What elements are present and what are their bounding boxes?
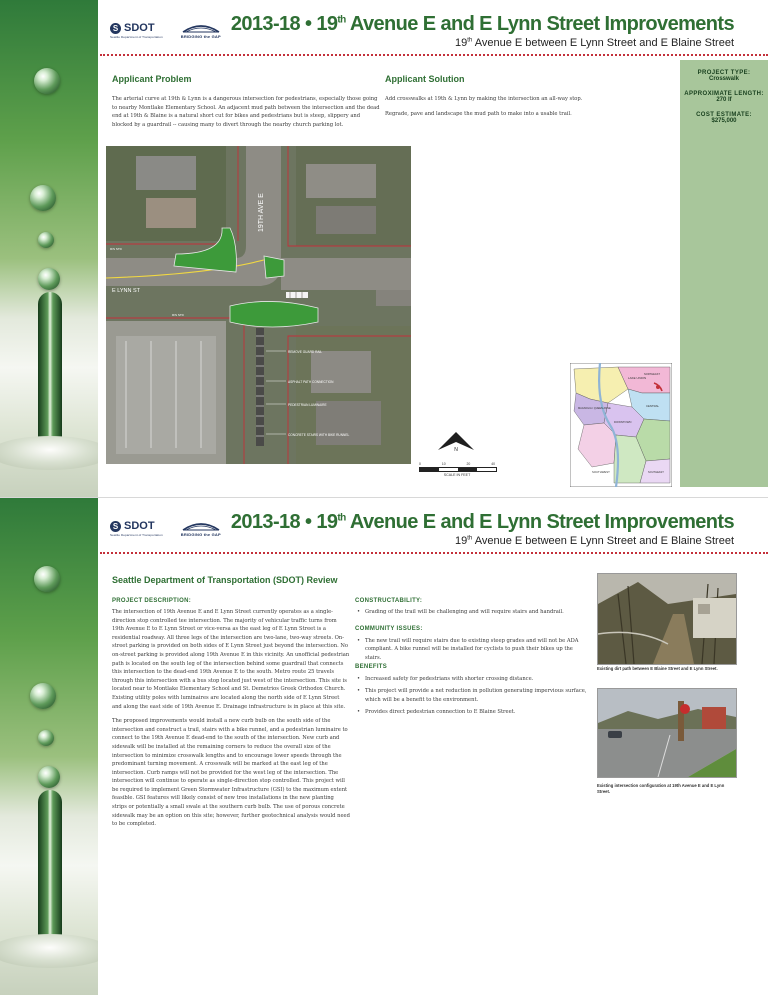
water-splash [0,934,98,968]
svg-text:SOUTHWEST: SOUTHWEST [592,470,610,474]
constructability-list [355,608,587,620]
logo-group [110,520,221,537]
logo-group [110,22,221,39]
dirt-path-caption: Existing dirt path between E Blaine Street and E Lynn Street. [597,666,718,671]
water-column [38,790,62,940]
bridge-icon [182,23,220,33]
svg-text:NORTHEAST: NORTHEAST [644,373,660,376]
water-drop [38,232,54,248]
header-divider [100,552,768,554]
document-title: 2013-18 • 19th Avenue E and E Lynn Street Improvements [230,511,734,533]
water-drop-photo-strip [0,0,98,497]
water-drop [34,68,60,94]
neighborhood-locator-map [570,363,672,487]
water-drop [34,566,60,592]
benefits-list [355,675,587,720]
approximate-length-value: 270 lf [716,97,732,103]
callout-pedestrian-luminaire: PEDESTRIAN LUMINAIRE [288,403,327,407]
applicant-solution-heading: Applicant Solution [385,74,465,84]
street-label-19th-ave: 19TH AVE E [258,193,265,232]
intersection-caption: Existing intersection configuration at 19th Avenue E and E Lynn Street. [597,783,725,794]
site-plan-drawing [106,146,411,464]
benefits-heading: BENEFITS [355,664,388,670]
callout-remove-guard-rail: REMOVE GUARD RAIL [288,350,323,354]
project-type-value: Crosswalk [708,76,739,82]
sdot-review-heading: Seattle Department of Transportation (SDOT) Review [112,575,338,585]
list-item: • Grading of the trail will be challenging and will require stairs and handrail. [355,608,587,616]
north-arrow-icon [436,428,476,454]
cost-estimate-label: COST ESTIMATE: [696,112,752,118]
sdot-emblem-icon: S [110,23,121,34]
svg-text:SOUTHEAST: SOUTHEAST [648,471,664,474]
water-splash [0,436,98,470]
street-label-rs-std-1: R/S STD [110,247,122,251]
project-description-heading: PROJECT DESCRIPTION: [112,598,192,604]
document-subtitle: 19th Avenue E between E Lynn Street and E Blaine Street [455,37,734,49]
water-drop [38,730,54,746]
svg-text:N: N [454,447,458,453]
community-issues-list [355,637,587,666]
svg-text:CENTRAL: CENTRAL [646,404,660,408]
water-drop-photo-strip [0,498,98,995]
poster-page-2 [0,497,768,995]
applicant-solution-text: Add crosswalks at 19th & Lynn by making the intersection an all-way stop. Regrade, pave and landscape the mud path to make into a usable trail. [385,96,583,117]
water-drop [30,683,56,709]
water-column [38,292,62,442]
existing-dirt-path-photo [597,573,737,665]
sdot-logo: S SDOT Seattle Department of Transportation [110,520,163,537]
header-divider [100,54,768,56]
street-label-rs-std-2: R/S STD [172,313,184,317]
list-item: • Provides direct pedestrian connection to E Blaine Street. [355,708,587,716]
list-item: • This project will provide a net reduction in pollution generating impervious surface, which will be a benefit to the environment. [355,687,587,704]
constructability-heading: CONSTRUCTABILITY: [355,598,423,604]
locator-map-drawing [570,363,672,487]
community-issues-heading: COMMUNITY ISSUES: [355,626,423,632]
project-description-text: The intersection of 19th Avenue E and E Lynn Street currently operates as a single-direction stop controlled tee intersection. The majority of vehicular traffic turns from 19th Avenue E to E Lynn Street or vice-versa as the east leg of E Lynn Street is a residential roadway. All three legs of the intersection are two-lane, two-way streets. On-street parking is provided on both sides of E Lynn Street just beyond the intersection. No on-street parking is provided along 19th Avenue E in this vicinity. An unofficial pedestrian path is located on the south leg of the intersection behind some guardrail that connects this intersection to the dead-end 19th Avenue E to the south. Metro route 25 travels through this intersection with a bus stop located just west of the intersection. This site is located near to Montlake Elementary School and St. Demetrios Greek Orthodox Church. Existing utility poles with luminaires are located along the north side of E Lynn Street and along the east side of 19th Avenue E. Drainage infrastructure is in place at this site. The proposed improvements would install a new curb bulb on the south side of the intersection and construct a trail, stairs with a bike runnel, and a pedestrian luminaire to connect to the 19th Avenue E dead-end to the south of the intersection. New curb and sidewalk will be installed at the remaining corners to reduce the overall size of the intersection to minimize crosswalk lengths and to encourage lower speeds through the predominant turning movement. A crosswalk will be marked at the east leg of the intersection. Curb ramps will not be provided for the west leg of the intersection. The intersection will continue to operate as single-direction stop controlled. This project will be required to implement Green Stormwater Infrastructure (GSI) to the maximum extent feasible. GSI features will likely consist of new tree installations in the new planting strips or potentially a small swale at the southern curb bulb. The use of porous concrete sidewalk may be an option on this site; however, further geotechnical analysis would need to be completed. [112,609,350,828]
callout-asphalt-path: ASPHALT PATH CONNECTION [288,380,334,384]
approximate-length-label: APPROXIMATE LENGTH: [684,91,764,97]
list-item: • The new trail will require stairs due to existing steep grades and will not be ADA compliant. A bike runnel will be installed for cyclists to push their bikes up the stairs. [355,637,587,662]
applicant-problem-text: The arterial curve at 19th & Lynn is a dangerous intersection for pedestrians, especially those going to nearby Montlake Elementary School. An adjacent mud path between the intersection and the dead end at 19th & Blaine is a natural short cut for bikes and pedestrians but is steep, slippery and blocked by a guardrail -- causing many to divert through the nearby church parking lot. [112,96,380,128]
poster-page-1 [0,0,768,497]
list-item: • Increased safety for pedestrians with shorter crossing distance. [355,675,587,683]
water-drop [38,268,60,290]
water-drop [30,185,56,211]
project-summary-sidebar [680,60,768,487]
site-plan-aerial [106,146,411,464]
callout-concrete-stairs: CONCRETE STAIRS WITH BIKE RUNNEL [288,433,350,437]
cost-estimate-value: $275,000 [711,118,737,124]
document-title: 2013-18 • 19th Avenue E and E Lynn Street Improvements [230,13,734,35]
project-type-label: PROJECT TYPE: [697,70,751,76]
bridge-icon [182,521,220,531]
svg-text:LAKE UNION: LAKE UNION [628,376,647,380]
bridging-the-gap-logo: BRIDGING the GAP [181,521,221,537]
applicant-problem-heading: Applicant Problem [112,74,192,84]
svg-text:DOWNTOWN: DOWNTOWN [614,420,632,424]
street-label-lynn-st: E LYNN ST [112,288,141,294]
svg-text:MAGNOLIA / QUEEN ANNE: MAGNOLIA / QUEEN ANNE [578,407,611,410]
document-subtitle: 19th Avenue E between E Lynn Street and E Blaine Street [455,535,734,547]
scale-caption: SCALE IN FEET [443,473,471,477]
scale-bar: 0 10 20 40 SCALE IN FEET [419,462,495,477]
bridging-the-gap-logo: BRIDGING the GAP [181,23,221,39]
water-drop [38,766,60,788]
sdot-emblem-icon: S [110,521,121,532]
existing-intersection-photo [597,688,737,778]
sdot-logo: S SDOT Seattle Department of Transportation [110,22,163,39]
